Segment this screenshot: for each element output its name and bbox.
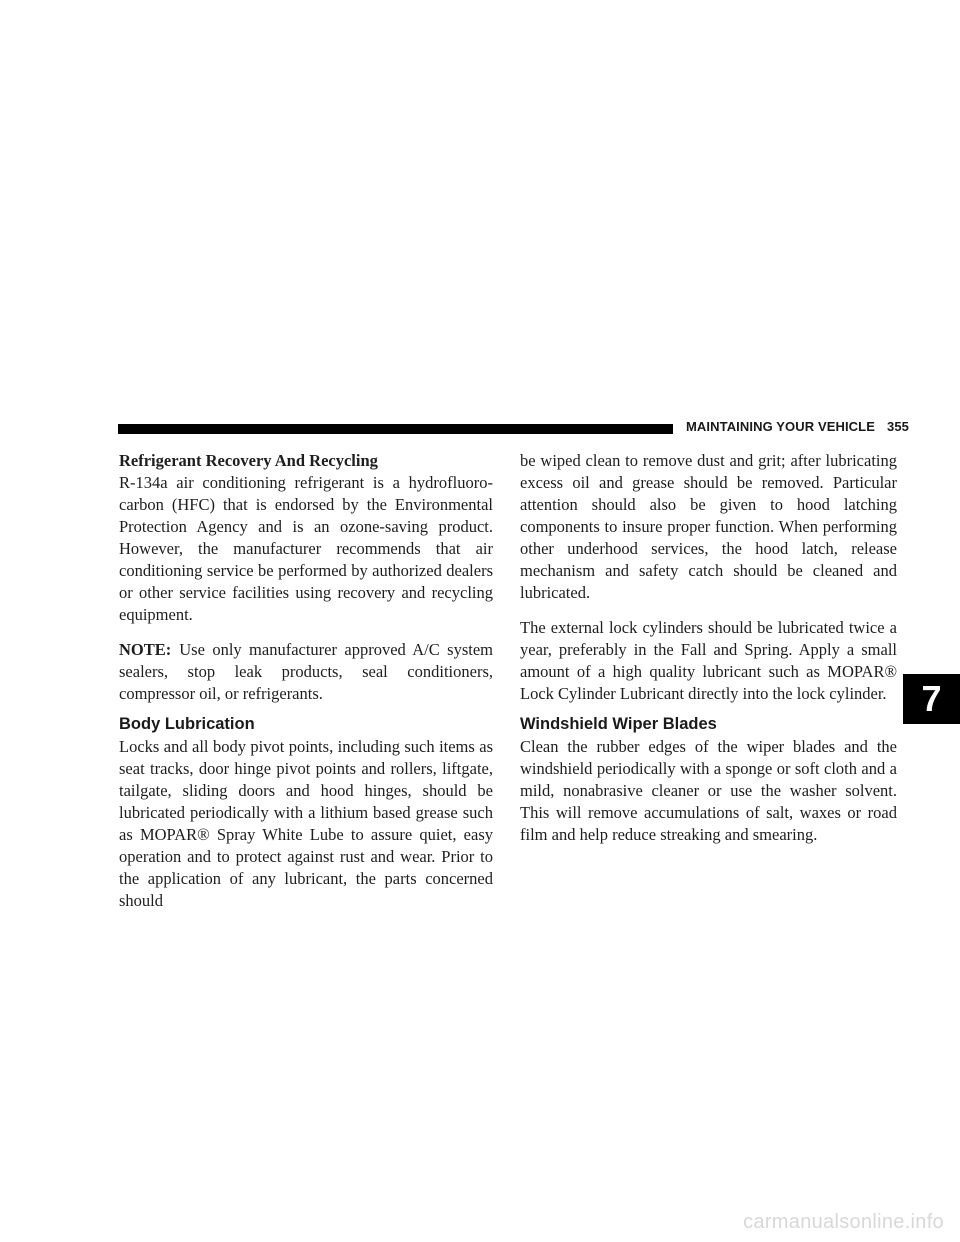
wiper-heading: Windshield Wiper Blades [520, 715, 717, 733]
chapter-tab: 7 [903, 674, 960, 724]
left-column [119, 450, 493, 925]
refrigerant-heading: Refrigerant Recovery And Recycling [119, 451, 378, 470]
section-title: MAINTAINING YOUR VEHICLE [686, 419, 875, 434]
note-label: NOTE: [119, 640, 172, 659]
continuation-paragraph: be wiped clean to remove dust and grit; after lubricating excess oil and grease should be removed. Particular attention should also be given to hood latching components to insure proper function. When performing other underhood services, the hood latch, release mechanism and safety catch should be cleaned and lubricated. [520, 451, 897, 602]
refrigerant-paragraph: R-134a air conditioning refrigerant is a hydrofluoro-carbon (HFC) that is endorsed by the Environmental Protection Agency and is an ozone-saving product. However, the manufacturer recommends that air conditioning service be performed by authorized dealers or other service facilities using recovery and recycling equipment. [119, 473, 493, 624]
watermark: carmanualsonline.info [743, 1211, 944, 1233]
note-text: Use only manufacturer approved A/C system sealers, stop leak products, seal conditioners, compressor oil, or refrigerants. [119, 640, 493, 703]
page-number: 355 [886, 419, 909, 434]
lock-cylinder-paragraph: The external lock cylinders should be lubricated twice a year, preferably in the Fall and Spring. Apply a small amount of a high quality lubricant such as MOPAR® Lock Cylinder Lubricant directly into the lock cylinder. [520, 618, 897, 703]
body-lubrication-heading: Body Lubrication [119, 715, 255, 733]
header-rule [118, 424, 673, 434]
right-column [520, 450, 897, 859]
running-header [686, 419, 909, 434]
wiper-paragraph: Clean the rubber edges of the wiper blades and the windshield periodically with a sponge or soft cloth and a mild, nonabrasive cleaner or use the washer solvent. This will remove accumulations of salt, waxes or road film and help reduce streaking and smearing. [520, 737, 897, 844]
body-lubrication-paragraph: Locks and all body pivot points, including such items as seat tracks, door hinge pivot points and rollers, liftgate, tailgate, sliding doors and hood hinges, should be lubricated periodically with a lithium based grease such as MOPAR® Spray White Lube to assure quiet, easy operation and to protect against rust and wear. Prior to the application of any lubricant, the parts concerned should [119, 737, 493, 910]
note-paragraph [119, 639, 493, 705]
